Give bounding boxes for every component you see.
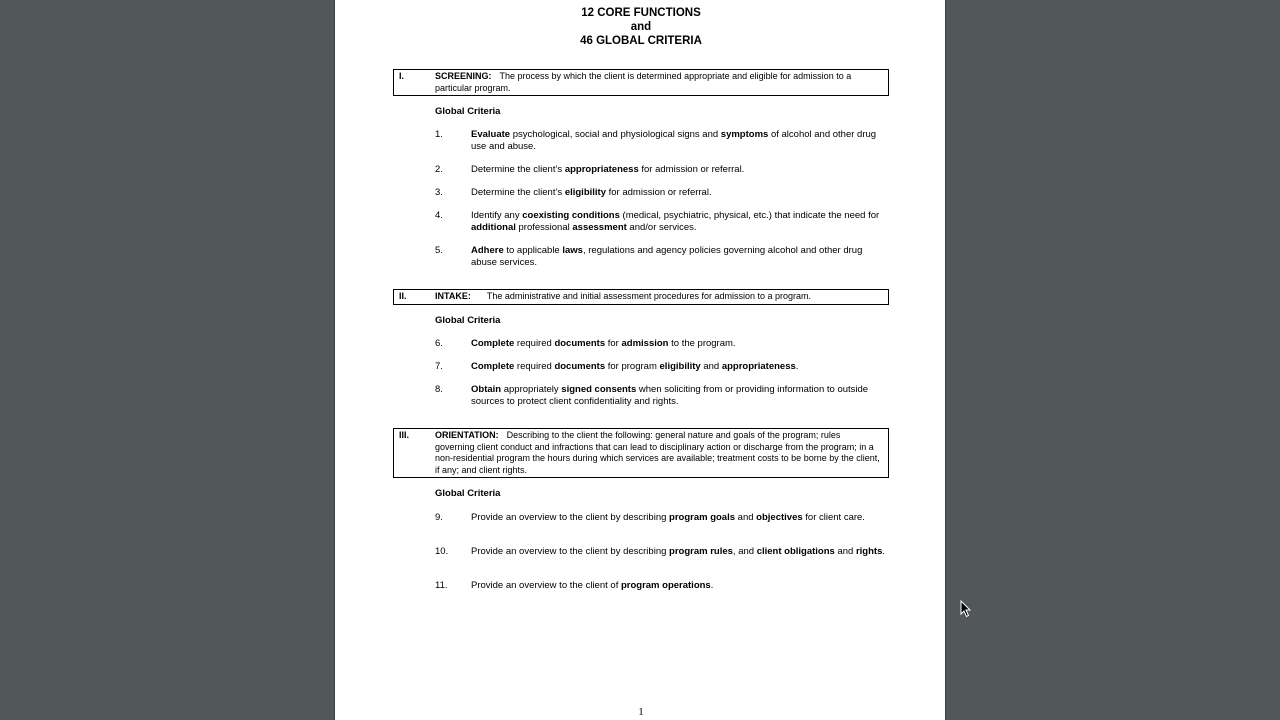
- item-text: Identify any coexisting conditions (medical, psychiatric, physical, etc.) that indicate the need for additional professional assessment and/or services.: [471, 210, 880, 233]
- item-text: Evaluate psychological, social and physiological signs and symptoms of alcohol and other drug use and abuse.: [471, 129, 877, 152]
- section-screening: [393, 69, 889, 96]
- global-criteria-label: Global Criteria: [435, 106, 501, 117]
- item-text: Determine the client’s eligibility for admission or referral.: [471, 187, 712, 198]
- title-line-3: 46 GLOBAL CRITERIA: [580, 35, 702, 47]
- section-numeral: II.: [399, 291, 407, 301]
- section-description: The process by which the client is determined appropriate and eligible for admission to a particular program.: [435, 71, 852, 93]
- criteria-item-2: [435, 164, 885, 176]
- mouse-pointer-icon: [960, 600, 972, 618]
- item-number: 8.: [435, 384, 443, 395]
- section-description: The administrative and initial assessment procedures for admission to a program.: [486, 291, 811, 301]
- item-text: Complete required documents for program eligibility and appropriateness.: [471, 361, 799, 372]
- item-number: 5.: [435, 245, 443, 256]
- criteria-item-10: [435, 546, 885, 558]
- item-number: 6.: [435, 338, 443, 349]
- item-text: Determine the client’s appropriateness for admission or referral.: [471, 164, 745, 175]
- title-line-1: 12 CORE FUNCTIONS: [581, 7, 701, 19]
- criteria-item-5: [435, 245, 885, 268]
- criteria-item-8: [435, 384, 885, 407]
- global-criteria-label: Global Criteria: [435, 488, 501, 499]
- global-criteria-label: Global Criteria: [435, 315, 501, 326]
- page-number: 1: [638, 706, 644, 718]
- item-number: 2.: [435, 164, 443, 175]
- section-orientation: [393, 428, 889, 478]
- section-heading: INTAKE:: [435, 291, 471, 301]
- criteria-item-9: [435, 512, 885, 524]
- criteria-item-11: [435, 580, 885, 592]
- document-title: [335, 6, 947, 48]
- item-number: 10.: [435, 546, 449, 557]
- criteria-item-3: [435, 187, 885, 199]
- section-numeral: III.: [399, 430, 410, 440]
- item-number: 1.: [435, 129, 443, 140]
- item-text: Provide an overview to the client by describing program rules, and client obligations and rights.: [471, 546, 885, 557]
- section-description: Describing to the client the following: general nature and goals of the program; rules governing client conduct and infractions that can lead to disciplinary action or discharge from the program; in a non-residential program the hours during which services are available; treatment costs to be borne by the client, if any; and client rights.: [435, 430, 880, 475]
- item-text: Adhere to applicable laws, regulations and agency policies governing alcohol and other drug abuse services.: [471, 245, 863, 268]
- section-intake: [393, 289, 889, 305]
- item-number: 11.: [435, 580, 448, 591]
- item-number: 3.: [435, 187, 443, 198]
- item-number: 9.: [435, 512, 443, 523]
- title-line-2: and: [630, 21, 652, 33]
- criteria-item-4: [435, 210, 885, 233]
- item-number: 4.: [435, 210, 443, 221]
- item-number: 7.: [435, 361, 443, 372]
- item-text: Obtain appropriately signed consents when soliciting from or providing information to outside sources to protect client confidentiality and rights.: [471, 384, 869, 407]
- item-text: Provide an overview to the client by describing program goals and objectives for client care.: [471, 512, 865, 523]
- section-heading: ORIENTATION:: [435, 430, 499, 440]
- criteria-item-1: [435, 129, 885, 152]
- criteria-item-6: [435, 338, 885, 350]
- document-page: [334, 0, 946, 720]
- criteria-item-7: [435, 361, 885, 373]
- item-text: Provide an overview to the client of program operations.: [471, 580, 714, 591]
- section-numeral: I.: [399, 71, 405, 81]
- section-heading: SCREENING:: [435, 71, 492, 81]
- item-text: Complete required documents for admission to the program.: [471, 338, 736, 349]
